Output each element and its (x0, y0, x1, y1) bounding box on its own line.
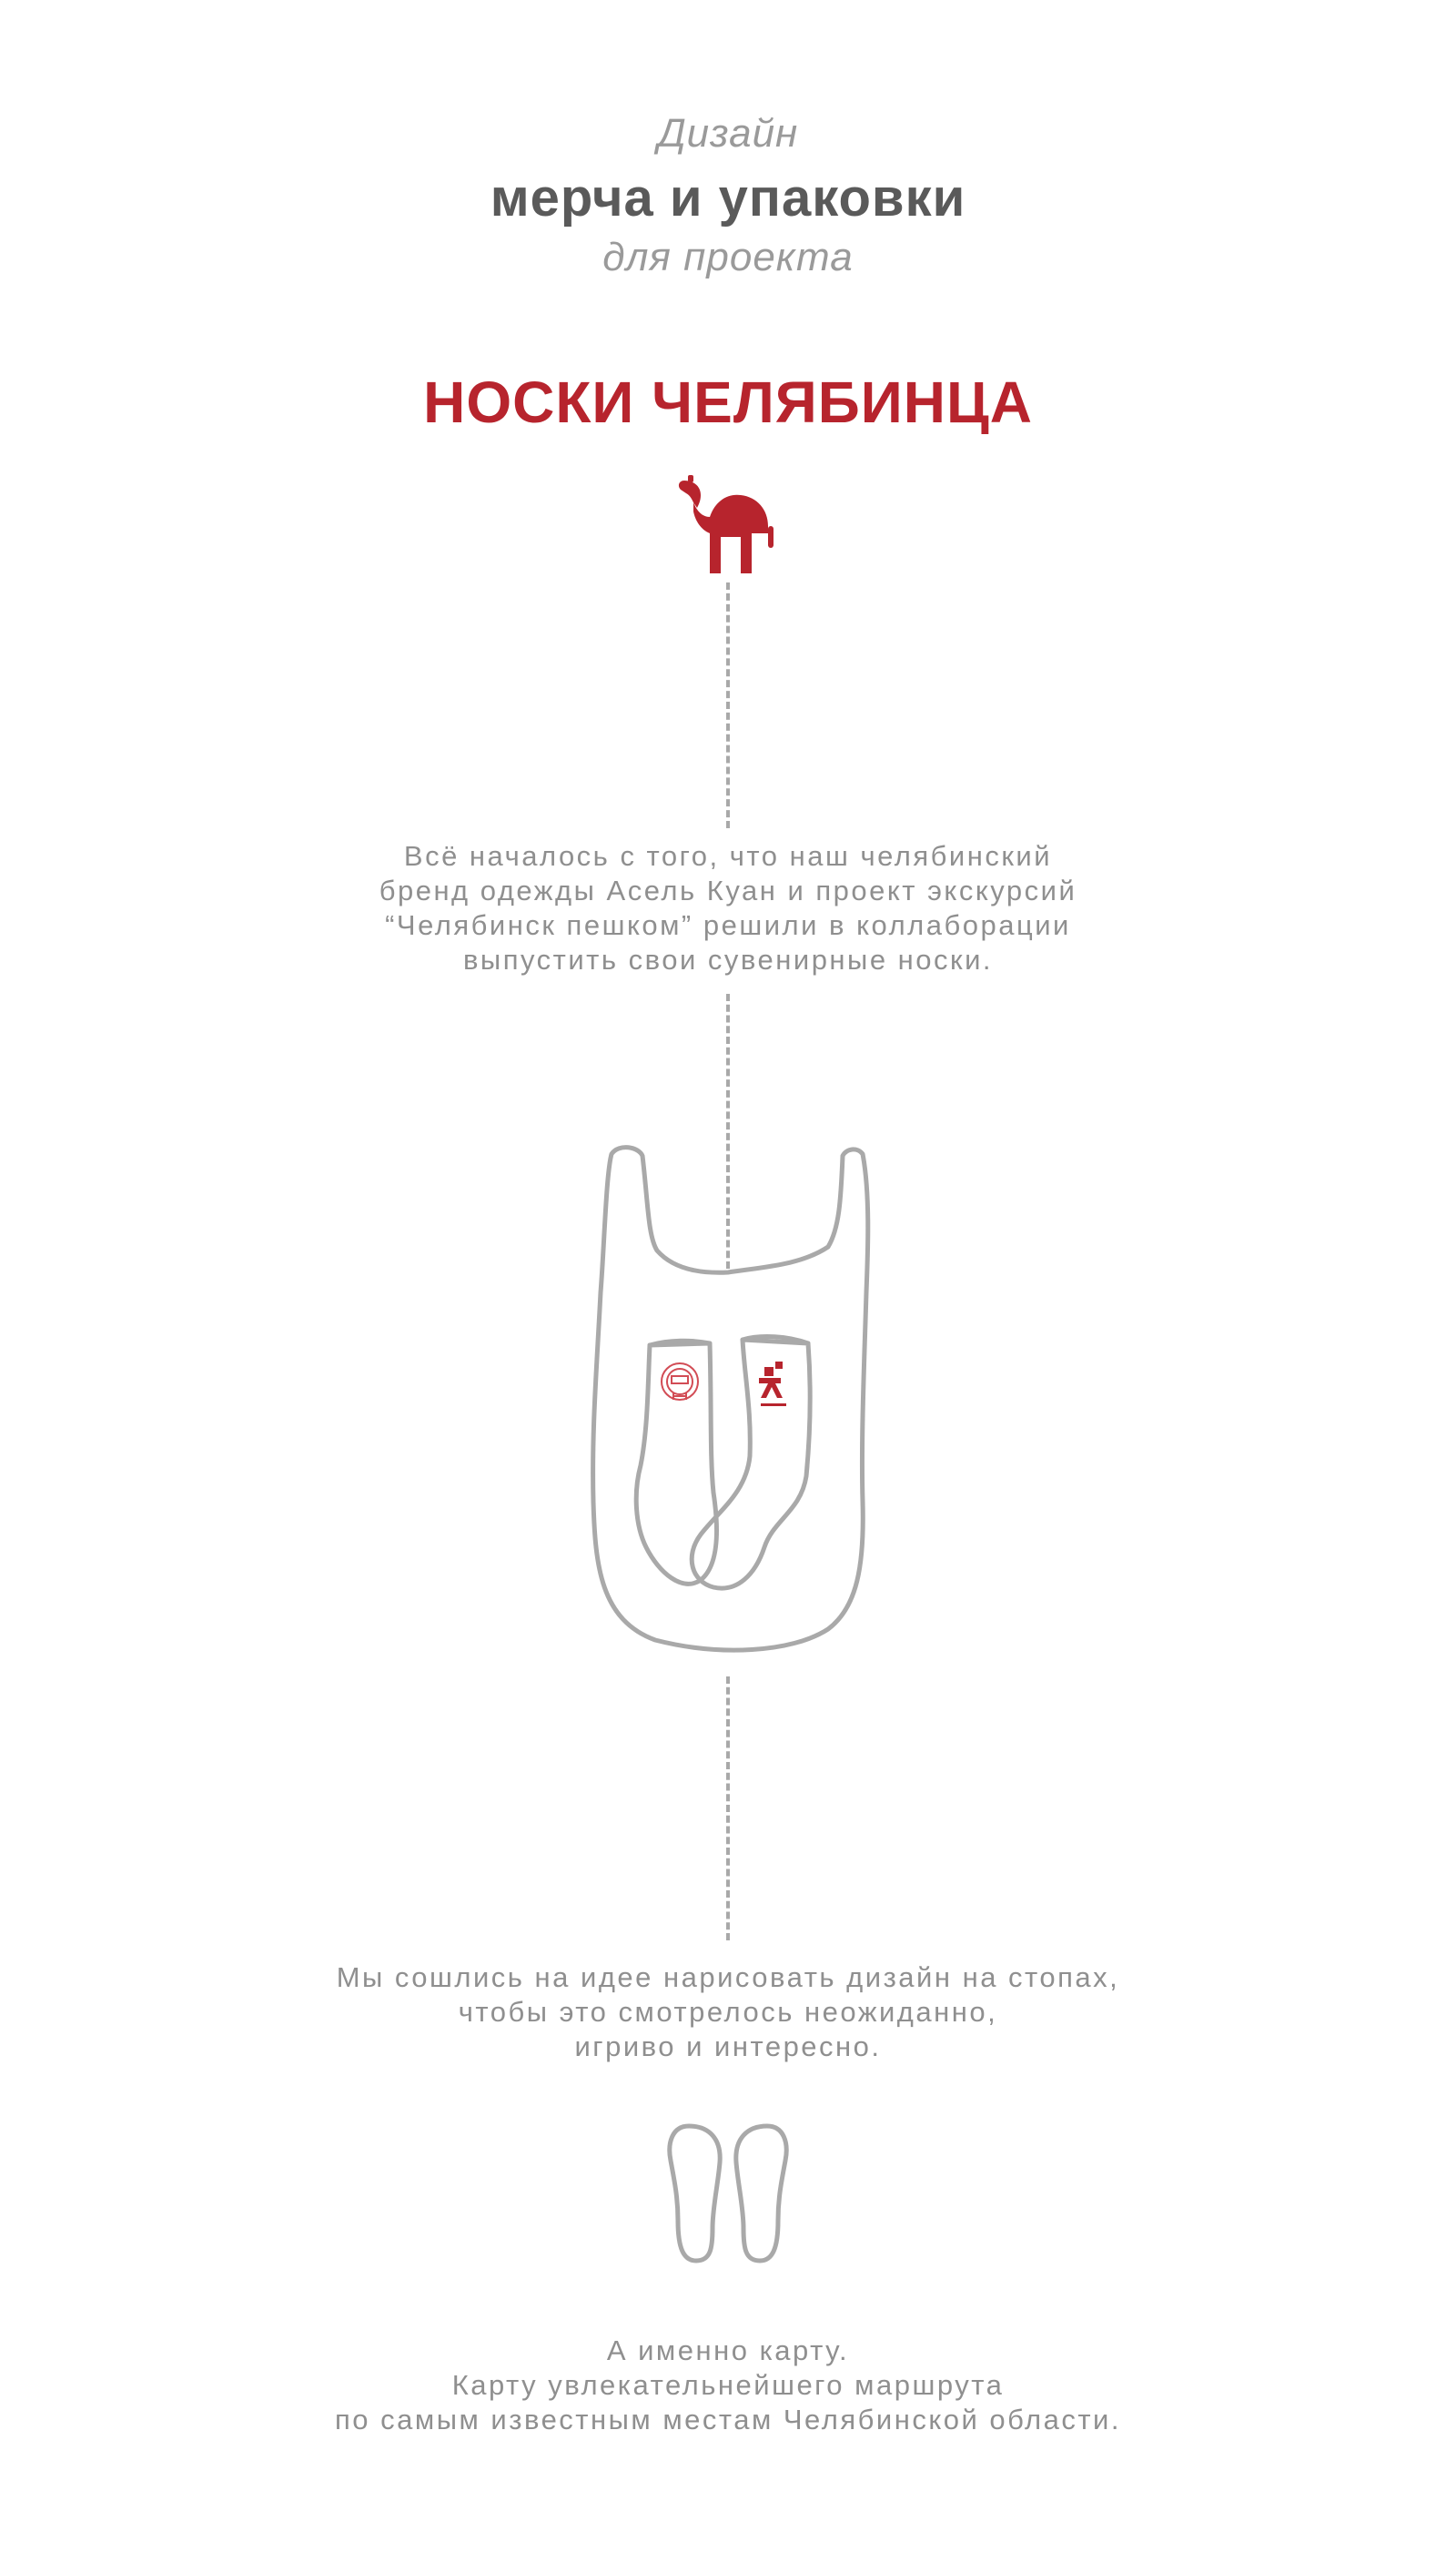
paragraph-idea (0, 1960, 1456, 2064)
footprints-icon (660, 2121, 796, 2266)
paragraph-map (0, 2334, 1456, 2437)
intro-line-merch: мерча и упаковки (490, 168, 966, 228)
paragraph-line: Карту увлекательнейшего маршрута (451, 2369, 1005, 2401)
dashed-connector-1 (726, 582, 730, 828)
dashed-connector-3 (726, 1676, 730, 1940)
paragraph-intro (0, 839, 1456, 977)
paragraph-line: чтобы это смотрелось неожиданно, (458, 1996, 998, 2028)
walker-logo-icon (759, 1362, 786, 1406)
paragraph-line: Мы сошлись на идее нарисовать дизайн на стопах, (336, 1961, 1120, 1993)
bag-with-socks-icon (582, 1138, 874, 1666)
seal-icon (662, 1363, 698, 1400)
intro-line-project: для проекта (602, 235, 854, 279)
paragraph-line: А именно карту. (606, 2334, 850, 2366)
paragraph-line: бренд одежды Асель Куан и проект экскурсий (379, 875, 1077, 906)
paragraph-line: по самым известным местам Челябинской области. (335, 2404, 1121, 2435)
paragraph-line: “Челябинск пешком” решили в коллаборации (385, 909, 1071, 941)
paragraph-line: выпустить свои сувенирные носки. (462, 944, 994, 976)
paragraph-line: игриво и интересно. (574, 2030, 882, 2062)
camel-icon (673, 473, 783, 573)
intro-line-design: Дизайн (657, 111, 799, 156)
paragraph-line: Всё началось с того, что наш челябинский (403, 840, 1053, 872)
project-title: НОСКИ ЧЕЛЯБИНЦА (423, 370, 1033, 435)
